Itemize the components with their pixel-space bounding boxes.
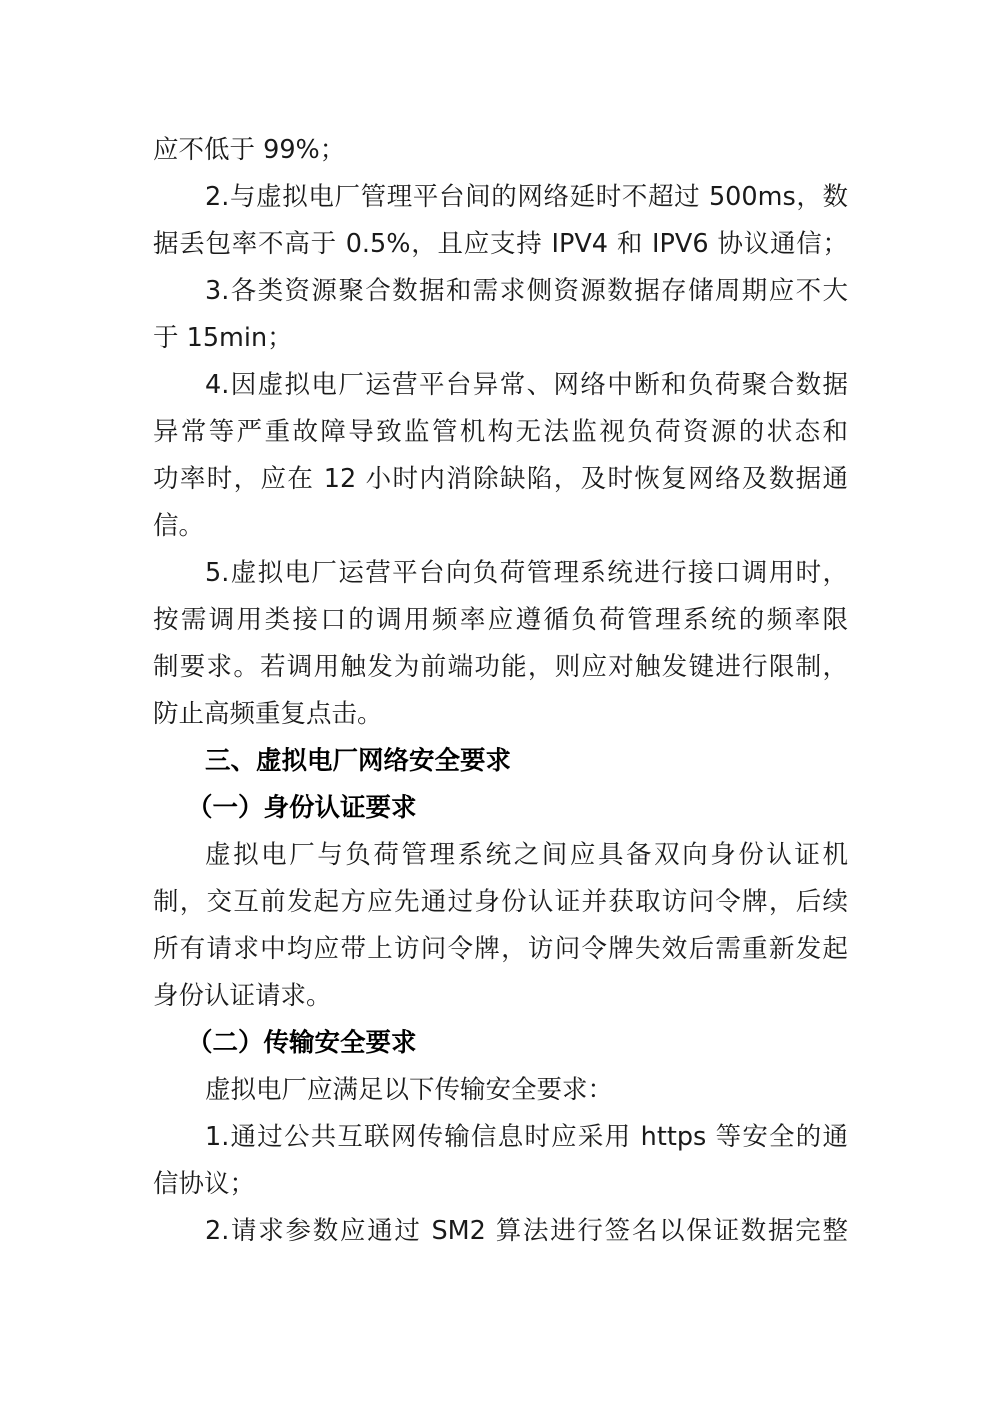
body-text-line: 信协议；	[153, 1169, 256, 1199]
body-text-line: 所有请求中均应带上访问令牌，访问令牌失效后需重新发起	[153, 934, 848, 964]
body-text-line: 虚拟电厂应满足以下传输安全要求：	[205, 1075, 614, 1105]
body-text-line: 2.请求参数应通过 SM2 算法进行签名以保证数据完整	[205, 1216, 848, 1246]
body-text-line: 于 15min；	[153, 323, 293, 353]
body-text-line: 5.虚拟电厂运营平台向负荷管理系统进行接口调用时，	[205, 558, 848, 588]
body-text-line: 信。	[153, 511, 205, 541]
body-text-line: 按需调用类接口的调用频率应遵循负荷管理系统的频率限	[153, 605, 848, 635]
subsection-heading: （二）传输安全要求	[187, 1028, 417, 1058]
body-text-line: 2.与虚拟电厂管理平台间的网络延时不超过 500ms，数	[205, 182, 848, 212]
body-text-line: 据丢包率不高于 0.5%，且应支持 IPV4 和 IPV6 协议通信；	[153, 229, 848, 259]
body-text-line: 4.因虚拟电厂运营平台异常、网络中断和负荷聚合数据	[205, 370, 848, 400]
section-heading: 三、虚拟电厂网络安全要求	[205, 746, 512, 776]
body-text-line: 功率时，应在 12 小时内消除缺陷，及时恢复网络及数据通	[153, 464, 848, 494]
body-text-line: 防止高频重复点击。	[153, 699, 383, 729]
body-text-line: 制，交互前发起方应先通过身份认证并获取访问令牌，后续	[153, 887, 848, 917]
body-text-line: 制要求。若调用触发为前端功能，则应对触发键进行限制，	[153, 652, 848, 682]
body-text-line: 1.通过公共互联网传输信息时应采用 https 等安全的通	[205, 1122, 848, 1152]
subsection-heading: （一）身份认证要求	[187, 793, 417, 823]
body-text-line: 3.各类资源聚合数据和需求侧资源数据存储周期应不大	[205, 276, 848, 306]
body-text-line: 异常等严重故障导致监管机构无法监视负荷资源的状态和	[153, 417, 848, 447]
body-text-line: 虚拟电厂与负荷管理系统之间应具备双向身份认证机	[205, 840, 848, 870]
body-text-line: 身份认证请求。	[153, 981, 332, 1011]
body-text-line: 应不低于 99%；	[153, 135, 346, 165]
